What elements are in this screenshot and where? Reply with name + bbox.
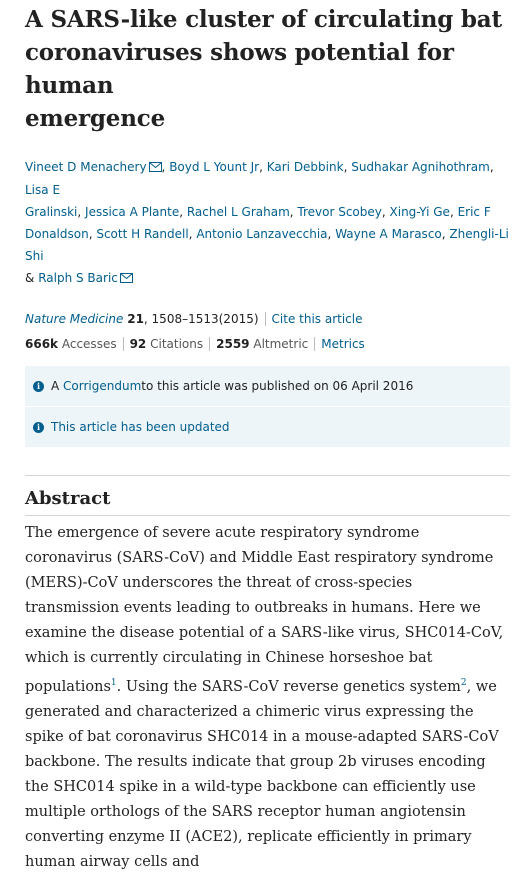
- author-link[interactable]: Rachel L Graham: [186, 205, 290, 219]
- corrigendum-notice: [25, 366, 510, 406]
- author-line-3: Donaldson, Scott H Randell, Antonio Lanzavecchia, Wayne A Marasco, Zhengli-Li Shi: [25, 227, 509, 263]
- author-link[interactable]: Scott H Randell: [96, 227, 189, 241]
- accesses-label: Accesses: [61, 337, 117, 351]
- author-link[interactable]: Jessica A Plante: [85, 205, 180, 219]
- ampersand: &: [25, 271, 35, 285]
- article-metrics: [25, 334, 510, 354]
- divider: [314, 337, 315, 351]
- reference-link[interactable]: 2: [460, 678, 467, 688]
- article-header: [25, 0, 510, 875]
- abstract-heading: Abstract: [25, 488, 111, 509]
- mail-icon[interactable]: [149, 157, 162, 179]
- info-icon: i: [33, 381, 44, 392]
- author-link[interactable]: Zhengli-Li Shi: [25, 227, 509, 263]
- author-list: [25, 156, 510, 290]
- author-link[interactable]: Ralph S Baric: [38, 271, 118, 285]
- author-link[interactable]: Donaldson: [25, 227, 89, 241]
- author-line-2: Gralinski, Jessica A Plante, Rachel L Graham, Trevor Scobey, Xing-Yi Ge, Eric F: [25, 205, 491, 219]
- altmetric-label: Altmetric: [253, 337, 309, 351]
- article-updated-link[interactable]: This article has been updated: [51, 420, 230, 434]
- author-link[interactable]: Kari Debbink: [266, 160, 344, 174]
- author-link[interactable]: Eric F: [457, 205, 491, 219]
- journal-link[interactable]: Nature Medicine: [25, 312, 124, 326]
- mail-icon[interactable]: [120, 268, 133, 290]
- citations-label: Citations: [150, 337, 204, 351]
- pages: , 1508–1513(2015): [143, 312, 259, 326]
- altmetric-count: 2559: [216, 337, 250, 351]
- divider: [209, 337, 210, 351]
- update-notice: [25, 407, 510, 447]
- corrigendum-prefix: A: [51, 379, 60, 393]
- author-link[interactable]: Gralinski: [25, 205, 78, 219]
- author-link[interactable]: Boyd L Yount Jr: [169, 160, 260, 174]
- author-link[interactable]: Lisa E: [25, 183, 61, 197]
- author-link[interactable]: Wayne A Marasco: [335, 227, 442, 241]
- citations-count: 92: [129, 337, 147, 351]
- author-link[interactable]: Vineet D Menachery: [25, 160, 147, 174]
- author-line-4: [25, 267, 510, 290]
- metrics-link[interactable]: Metrics: [321, 337, 365, 351]
- info-icon: i: [33, 422, 44, 433]
- author-link[interactable]: Xing-Yi Ge: [389, 205, 450, 219]
- cite-article-link[interactable]: Cite this article: [271, 312, 363, 326]
- author-line-1: Vineet D Menachery , Boyd L Yount Jr, Kari Debbink, Sudhakar Agnihothram, Lisa E: [25, 156, 510, 201]
- citation-meta: [25, 309, 510, 329]
- accesses-count: 666k: [25, 337, 59, 351]
- author-link[interactable]: Sudhakar Agnihothram: [351, 160, 490, 174]
- divider: [123, 337, 124, 351]
- corrigendum-link[interactable]: Corrigendum: [63, 379, 142, 393]
- abstract-text: The emergence of severe acute respiratory syndrome coronavirus (SARS-CoV) and Middle East respiratory syndrome (MERS)-CoV underscores the threat of cross-species transmission events leading to outbreaks in humans. Here we examine the disease potential of a SARS-like virus, SHC014-CoV, which is currently circulating in Chinese horseshoe bat populations$^1$. Using the SARS-CoV reverse genetics system$^2$, we generated and characterized a chimeric virus expressing the spike of bat coronavirus SHC014 in a mouse-adapted SARS-CoV backbone. The results indicate that group 2b viruses encoding the SHC014 spike in a wild-type backbone can efficiently use multiple orthologs of the SARS receptor human angiotensin converting enzyme II (ACE2), replicate efficiently in primary human airway cells and: [25, 525, 504, 870]
- corrigendum-text: to this article was published on 06 April 2016: [141, 379, 414, 393]
- divider: [265, 312, 266, 326]
- volume: 21: [127, 312, 144, 326]
- author-link[interactable]: Antonio Lanzavecchia: [196, 227, 328, 241]
- reference-link[interactable]: 1: [110, 678, 117, 688]
- author-link[interactable]: Trevor Scobey: [297, 205, 382, 219]
- article-title: A SARS-like cluster of circulating bat coronaviruses shows potential for human emergence: [25, 6, 502, 132]
